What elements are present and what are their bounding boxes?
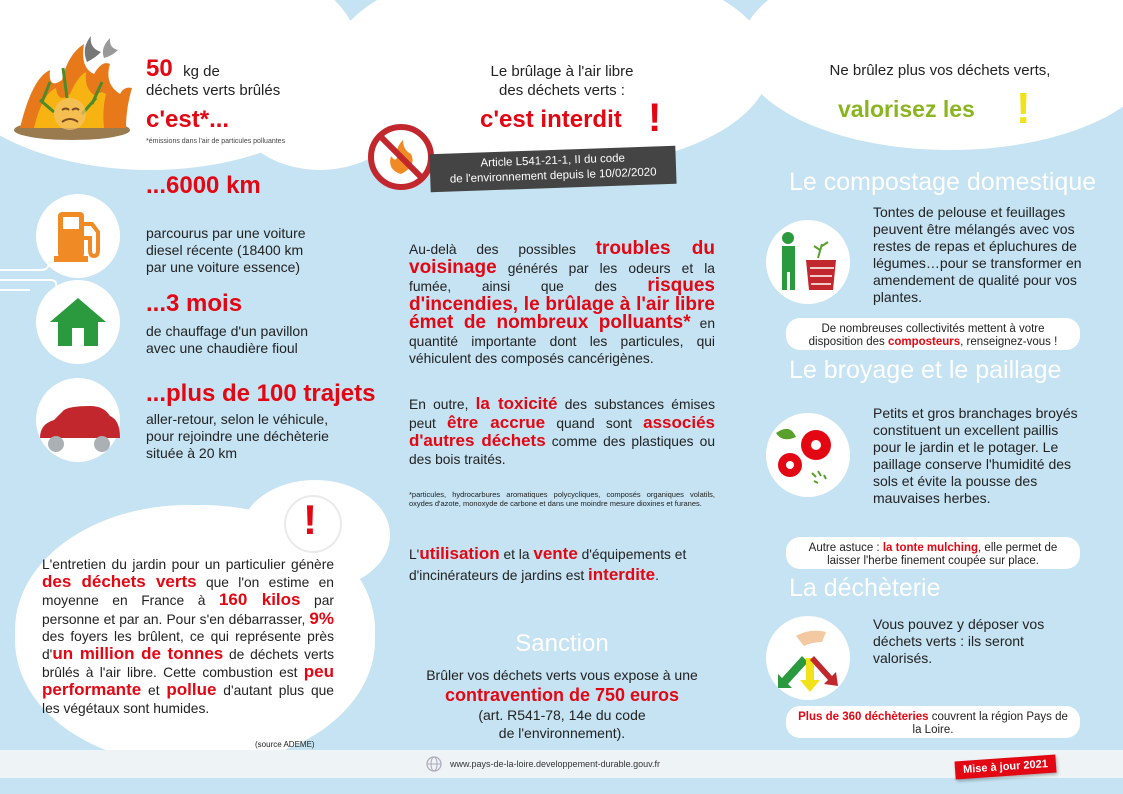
- s1-pill-h: composteurs: [887, 336, 961, 348]
- article-line2: de l'environnement depuis le 10/02/2020: [449, 166, 657, 186]
- globe-icon: [426, 756, 442, 772]
- s2-pill-b: , elle permet de laisser l'herbe finement coupée sur place.: [827, 542, 1058, 567]
- middle-exclamation: !: [648, 96, 662, 140]
- right-exclamation: !: [1016, 84, 1031, 133]
- right-headline: valorisez les: [838, 96, 975, 122]
- box-p4: des foyers les brûlent, ce qui représente près d': [42, 628, 334, 663]
- para2-c: quand sont: [556, 415, 632, 431]
- middle-intro-line1: Le brûlage à l'air libre: [490, 63, 634, 80]
- shredder-blade-icon: [766, 413, 850, 497]
- left-footnote: *émissions dans l'air de particules polluantes: [146, 138, 286, 145]
- decheterie-text: Vous pouvez y déposer vos déchets verts : ils seront valorisés.: [873, 616, 1045, 666]
- item-6000km-text: parcourus par une voiture diesel récente (18400 km par une voiture essence): [146, 225, 306, 275]
- para1-a: Au-delà des possibles: [409, 242, 576, 257]
- broyage-title: Le broyage et le paillage: [789, 356, 1062, 384]
- hand-arrows-icon: [766, 616, 850, 700]
- article-line1: Article L541-21-1, II du code: [480, 152, 626, 170]
- sanction-title: Sanction: [515, 630, 609, 657]
- compostage-text: Tontes de pelouse et feuillages peuvent être mélangés avec vos restes de repas et épluchures de légumes…pour se transformer en amendement de qualité pour vos plantes.: [873, 204, 1082, 305]
- para2-h3: associés d'autres déchets: [409, 412, 715, 450]
- box-p1: L'entretien du jardin pour un particulier génère: [42, 557, 334, 572]
- box-h5: peu performante: [42, 662, 334, 700]
- cest-mark: *...: [199, 106, 230, 133]
- car-icon: [36, 378, 120, 462]
- cest-text: c'est: [146, 106, 200, 133]
- para3-a: L': [409, 547, 420, 562]
- compost-bin-icon: [766, 220, 850, 304]
- middle-intro-line2: des déchets verts :: [499, 82, 625, 99]
- stat-unit: kg de: [183, 63, 220, 80]
- para3-h1: utilisation: [419, 544, 500, 563]
- stat-value: 50: [146, 55, 173, 82]
- burning-pile-icon: [12, 32, 137, 142]
- s2-pill-h: la tonte mulching: [882, 542, 979, 554]
- para3-d: .: [655, 568, 659, 583]
- compostage-pill: [786, 318, 1080, 350]
- para2-d: comme des plastiques ou des bois traités.: [409, 434, 715, 467]
- no-fire-icon: [368, 124, 434, 190]
- para1-h2: risques d'incendies, le brûlage à l'air libre émet de nombreux polluants*: [409, 275, 715, 333]
- car-icon-circle: [36, 378, 120, 462]
- item-3mois-title: ...3 mois: [146, 290, 243, 317]
- box-h3: 9%: [309, 608, 334, 628]
- box-h1: des déchets verts: [42, 572, 197, 592]
- shredder-icon-circle: [766, 413, 850, 497]
- box-h2: 160 kilos: [218, 590, 301, 610]
- box-p3: par personne et par an. Pour s'en débarrasser,: [42, 593, 334, 627]
- cest-heading: [146, 106, 229, 134]
- box-p6: et: [148, 683, 160, 699]
- box-h6: pollue: [166, 680, 217, 700]
- para3-h2: vente: [533, 544, 578, 563]
- para1-c: en quantité importante dont les particules, qui véhiculent des composés cancérigènes.: [409, 316, 715, 366]
- middle-para2: [409, 395, 715, 468]
- s3-pill-h: Plus de 360 déchèteries: [798, 711, 929, 723]
- para1-b: générés par les odeurs et la fumée, ainsi que des: [409, 260, 715, 294]
- middle-footnote: *particules, hydrocarbures aromatiques polycycliques, composés organiques volatils, oxydes d'azote, monoxyde de carbone et dans une moindre mesure dioxines et furanes.: [409, 490, 715, 508]
- footer-url[interactable]: www.pays-de-la-loire.developpement-durable.gouv.fr: [450, 759, 660, 769]
- compostage-title: Le compostage domestique: [789, 168, 1097, 196]
- decheterie-title: La déchèterie: [789, 574, 941, 602]
- para2-a: En outre,: [409, 397, 469, 412]
- para2-b: des substances émises peut: [409, 397, 715, 431]
- middle-para1: [409, 240, 715, 368]
- item-6000km-title: ...6000 km: [146, 172, 261, 199]
- wind-swirl-icon: [0, 258, 60, 298]
- compost-icon-circle: [766, 220, 850, 304]
- stat-line2: déchets verts brûlés: [146, 82, 281, 99]
- sanction-block: [409, 666, 715, 742]
- broyage-pill: [786, 537, 1080, 569]
- sanction-line1: Brûler vos déchets verts vous expose à une: [426, 667, 698, 683]
- source-ademe: (source ADEME): [255, 740, 315, 749]
- item-trajets-title: ...plus de 100 trajets: [146, 380, 376, 407]
- stat-50kg: [146, 55, 220, 83]
- para1-h1: troubles du voisinage: [409, 238, 715, 278]
- item-3mois-text: de chauffage d'un pavillon avec une chaudière fioul: [146, 323, 308, 356]
- garden-waste-paragraph: [42, 556, 334, 717]
- box-h4: un million de tonnes: [52, 644, 224, 664]
- s1-pill-a: De nombreuses collectivités mettent à votre disposition des: [808, 323, 1045, 348]
- box-p2: que l'on estime en moyenne en France à: [42, 575, 334, 609]
- item-trajets-text: aller-retour, selon le véhicule, pour rejoindre une déchèterie située à 20 km: [146, 411, 329, 461]
- box-p5: de déchets verts brûlés à l'air libre. Cette combustion est: [42, 647, 335, 681]
- para3-c: d'équipements et d'incinérateurs de jardins est: [409, 547, 687, 583]
- update-badge: Mise à jour 2021: [954, 754, 1056, 779]
- s1-pill-b: , renseignez-vous !: [960, 336, 1058, 348]
- para3-h3: interdite: [588, 565, 656, 584]
- middle-intro: [440, 62, 684, 100]
- para3-b: et la: [503, 547, 530, 562]
- article-box: [429, 146, 676, 193]
- middle-headline: c'est interdit: [480, 106, 622, 133]
- s3-pill-b: couvrent la région Pays de la Loire.: [912, 711, 1068, 736]
- broyage-text: Petits et gros branchages broyés constituent un excellent paillis pour le jardin et le potager. Le paillage conserve l'humidité des sols et évite la pousse des mauvaises herbes.: [873, 405, 1078, 506]
- box-p7: d'autant plus que les végétaux sont humides.: [42, 683, 334, 716]
- para2-h2: être accrue: [447, 412, 546, 432]
- middle-para3: [409, 544, 719, 586]
- right-intro: Ne brûlez plus vos déchets verts,: [829, 62, 1051, 79]
- sanction-headline: contravention de 750 euros: [444, 685, 680, 705]
- sanction-line2: (art. R541-78, 14e du code: [478, 707, 646, 723]
- para2-h1: la toxicité: [475, 394, 558, 413]
- sanction-line3: de l'environnement).: [498, 725, 626, 741]
- s2-pill-a: Autre astuce :: [808, 542, 880, 554]
- box-exclamation: !: [303, 496, 317, 543]
- decheterie-pill: [786, 706, 1080, 738]
- recycle-icon-circle: [766, 616, 850, 700]
